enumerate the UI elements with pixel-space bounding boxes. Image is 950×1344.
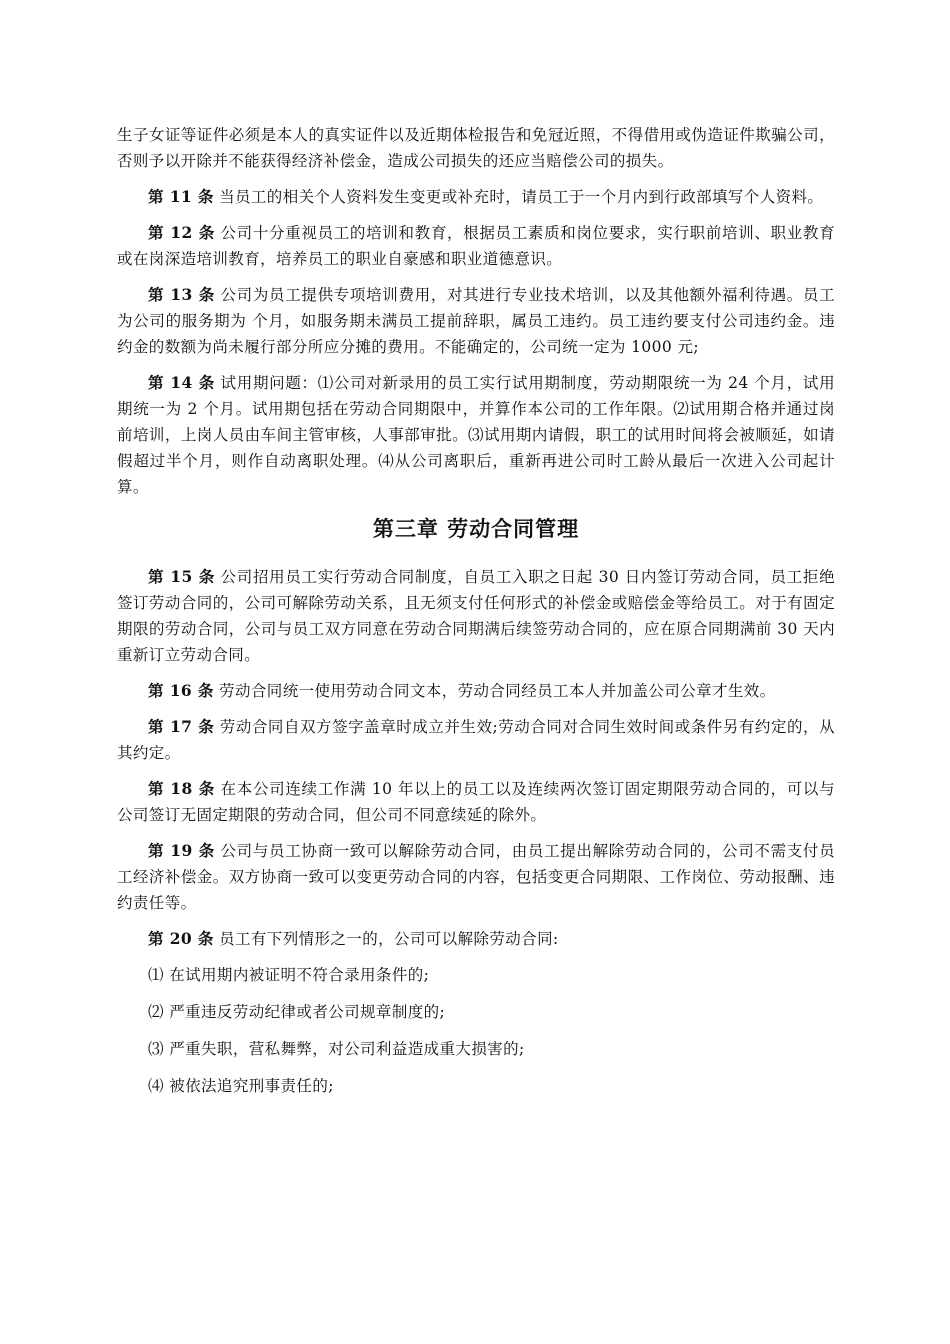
article-15	[117, 564, 835, 668]
article-text: 试用期问题：⑴公司对新录用的员工实行试用期制度，劳动期限统一为 24 个月，试用期统一为 2 个月。试用期包括在劳动合同期限中，并算作本公司的工作年限。⑵试用期合格并通过岗前培训，上岗人员由车间主管审核，人事部审批。⑶试用期内请假，职工的试用时间将会被顺延，如请假超过半个月，则作自动离职处理。⑷从公司离职后，重新再进公司时工龄从最后一次进入公司起计算。	[117, 374, 835, 496]
chapter-title: 第三章 劳动合同管理	[372, 516, 580, 541]
article-label: 第 17 条	[148, 717, 215, 736]
article-label: 第 13 条	[148, 285, 215, 304]
article-label: 第 14 条	[148, 373, 215, 392]
article-text: 劳动合同统一使用劳动合同文本，劳动合同经员工本人并加盖公司公章才生效。	[213, 682, 776, 700]
article-text: 公司十分重视员工的培训和教育，根据员工素质和岗位要求，实行职前培训、职业教育或在岗深造培训教育，培养员工的职业自豪感和职业道德意识。	[117, 224, 835, 268]
article-label: 第 11 条	[148, 187, 214, 206]
article-label: 第 19 条	[148, 841, 215, 860]
article-text: 当员工的相关个人资料发生变更或补充时，请员工于一个月内到行政部填写个人资料。	[213, 188, 824, 206]
article-text: 公司与员工协商一致可以解除劳动合同，由员工提出解除劳动合同的，公司不需支付员工经济补偿金。双方协商一致可以变更劳动合同的内容，包括变更合同期限、工作岗位、劳动报酬、违约责任等。	[117, 842, 835, 912]
article-text: 员工有下列情形之一的，公司可以解除劳动合同:	[213, 930, 559, 948]
article-18	[117, 776, 835, 828]
article-12	[117, 220, 835, 272]
article-14	[117, 370, 835, 500]
article-label: 第 20 条	[148, 929, 214, 948]
document-page	[117, 122, 835, 1332]
article-16	[117, 678, 835, 704]
list-item: ⑵ 严重违反劳动纪律或者公司规章制度的;	[148, 1003, 446, 1021]
article-text: 公司为员工提供专项培训费用，对其进行专业技术培训，以及其他额外福利待遇。员工为公司的服务期为 个月，如服务期未满员工提前辞职，属员工违约。员工违约要支付公司违约金。违约金的数额为尚未履行部分所应分摊的费用。不能确定的，公司统一定为 1000 元;	[117, 286, 835, 356]
article-13	[117, 282, 835, 360]
article-label: 第 16 条	[148, 681, 214, 700]
list-item: ⑷ 被依法追究刑事责任的;	[148, 1077, 334, 1095]
list-item: ⑴ 在试用期内被证明不符合录用条件的;	[148, 966, 430, 984]
article-label: 第 15 条	[148, 567, 215, 586]
article-11	[117, 184, 835, 210]
article-label: 第 12 条	[148, 223, 215, 242]
article-19	[117, 838, 835, 916]
list-item: ⑶ 严重失职，营私舞弊，对公司利益造成重大损害的;	[148, 1040, 525, 1058]
intro-paragraph: 生子女证等证件必须是本人的真实证件以及近期体检报告和免冠近照，不得借用或伪造证件欺骗公司，否则予以开除并不能获得经济补偿金，造成公司损失的还应当赔偿公司的损失。	[117, 126, 835, 170]
article-20	[117, 926, 835, 952]
article-text: 在本公司连续工作满 10 年以上的员工以及连续两次签订固定期限劳动合同的，可以与公司签订无固定期限的劳动合同，但公司不同意续延的除外。	[117, 780, 835, 824]
article-text: 劳动合同自双方签字盖章时成立并生效;劳动合同对合同生效时间或条件另有约定的，从其约定。	[117, 718, 835, 762]
article-17	[117, 714, 835, 766]
article-label: 第 18 条	[148, 779, 215, 798]
article-text: 公司招用员工实行劳动合同制度，自员工入职之日起 30 日内签订劳动合同，员工拒绝签订劳动合同的，公司可解除劳动关系，且无须支付任何形式的补偿金或赔偿金等给员工。对于有固定期限的劳动合同，公司与员工双方同意在劳动合同期满后续签劳动合同的，应在原合同期满前 30 天内重新订立劳动合同。	[117, 568, 835, 664]
